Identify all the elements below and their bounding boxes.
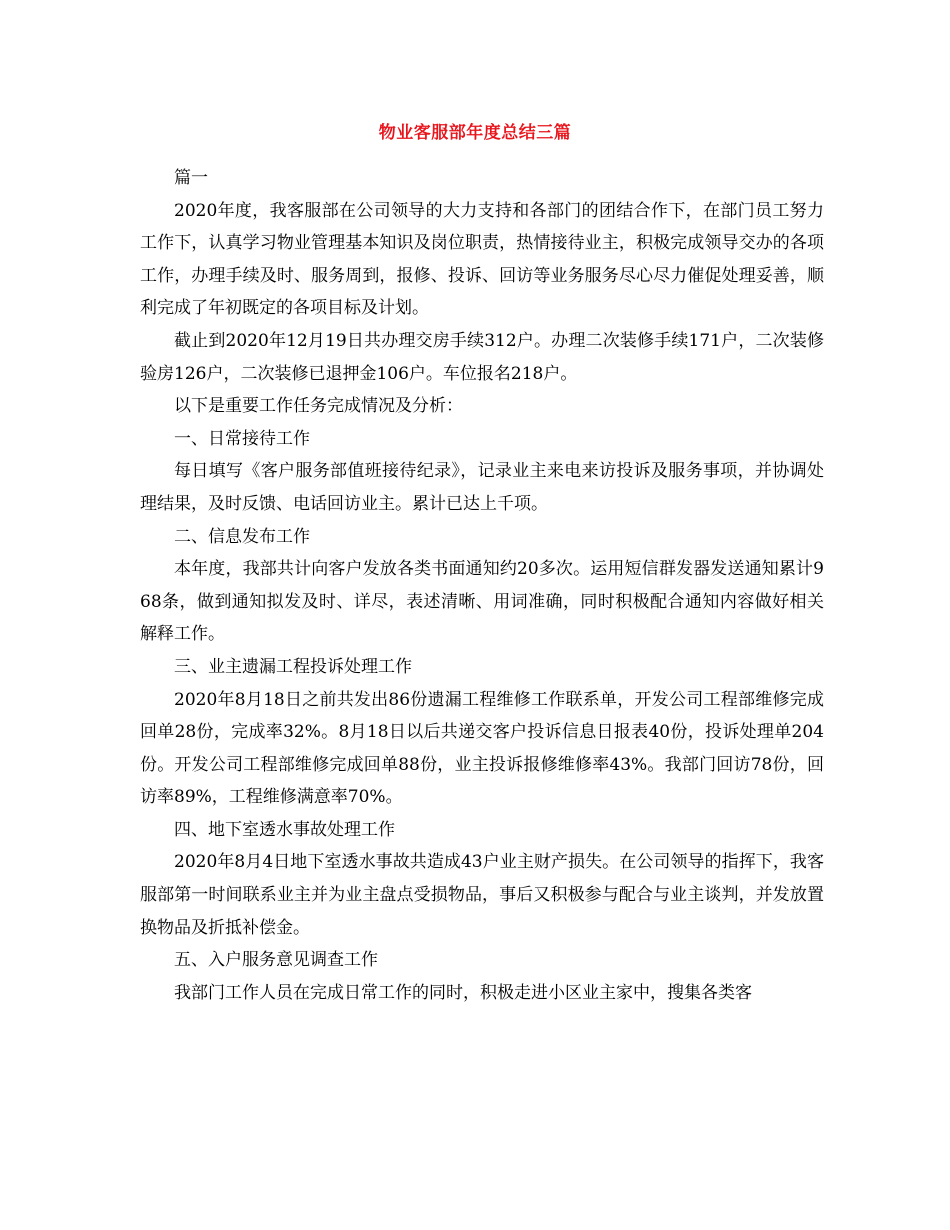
heading-household-survey: 五、入户服务意见调查工作 (174, 950, 378, 971)
paragraph-household-survey: 我部门工作人员在完成日常工作的同时，积极走进小区业主家中，搜集各类客 (174, 982, 752, 1003)
paragraph-intro: 2020年度，我客服部在公司领导的大力支持和各部门的团结合作下，在部门员工努力工作下，认真学习物业管理基本知识及岗位职责，热情接待业主，积极完成领导交办的各项工作，办理手续及时、服务周到，报修、投诉、回访等业务服务尽心尽力催促处理妥善，顺利完成了年初既定的各项目标及计划。 (140, 200, 824, 319)
document-title: 物业客服部年度总结三篇 (378, 123, 572, 143)
paragraph-statistics: 截止到2020年12月19日共办理交房手续312户。办理二次装修手续171户，二次装修验房126户，二次装修已退押金106户。车位报名218户。 (140, 330, 824, 384)
paragraph-information-release: 本年度，我部共计向客户发放各类书面通知约20多次。运用短信群发器发送通知累计968条，做到通知拟发及时、详尽，表述清晰、用词准确，同时积极配合通知内容做好相关解释工作。 (140, 559, 824, 645)
paragraph-basement-incident: 2020年8月4日地下室透水事故共造成43户业主财产损失。在公司领导的指挥下，我客服部第一时间联系业主并为业主盘点受损物品，事后又积极参与配合与业主谈判，并发放置换物品及折抵补偿金。 (140, 852, 824, 938)
paragraph-daily-reception: 每日填写《客户服务部值班接待纪录》，记录业主来电来访投诉及服务事项，并协调处理结果，及时反馈、电话回访业主。累计已达上千项。 (140, 461, 824, 514)
document-body (140, 162, 824, 1009)
paragraph-section-label: 篇一 (174, 168, 208, 188)
paragraph-analysis-lead: 以下是重要工作任务完成情况及分析： (174, 396, 463, 417)
paragraph-complaint-handling: 2020年8月18日之前共发出86份遗漏工程维修工作联系单，开发公司工程部维修完成回单28份，完成率32%。8月18日以后共递交客户投诉信息日报表40份，投诉处理单204份。开发公司工程部维修完成回单88份，业主投诉报修维修率43%。我部门回访78份，回访率89%，工程维修满意率70%。 (140, 689, 824, 808)
heading-complaint-handling: 三、业主遗漏工程投诉处理工作 (174, 656, 412, 677)
heading-daily-reception: 一、日常接待工作 (174, 428, 310, 449)
heading-information-release: 二、信息发布工作 (174, 526, 310, 547)
heading-basement-incident: 四、地下室透水事故处理工作 (174, 819, 395, 840)
